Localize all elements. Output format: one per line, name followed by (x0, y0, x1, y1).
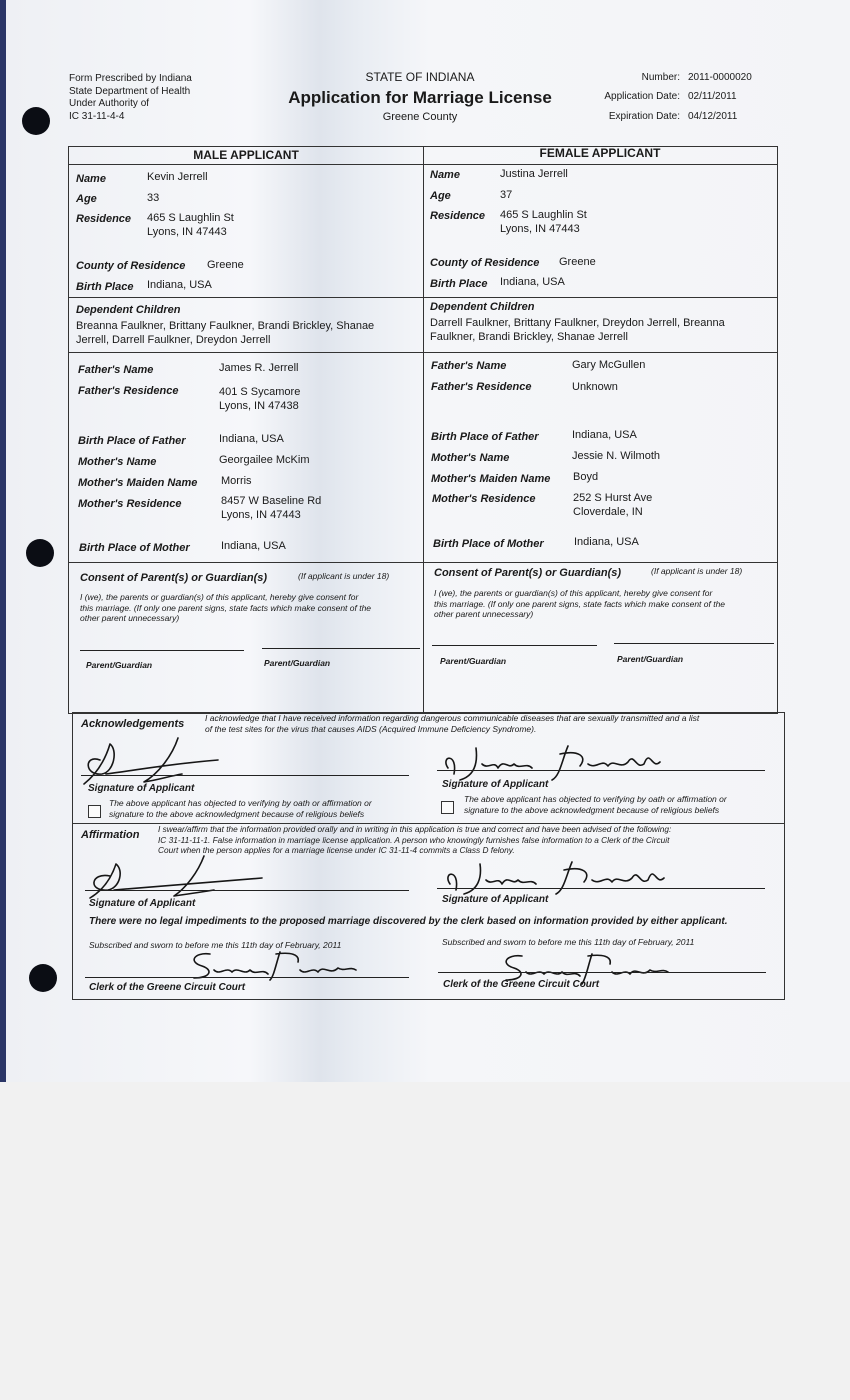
row-divider-3 (68, 562, 777, 563)
female-guardian-label-1: Parent/Guardian (440, 656, 507, 666)
female-mother-residence-label: Mother's Residence (432, 493, 536, 505)
female-mother-birth-label: Birth Place of Mother (433, 538, 544, 550)
female-father-birth-label: Birth Place of Father (431, 431, 539, 443)
female-mother-birth: Indiana, USA (574, 536, 639, 548)
male-acknowledgement-sig-label: Signature of Applicant (88, 783, 195, 794)
state-heading: STATE OF INDIANA (365, 70, 475, 84)
female-father-birth: Indiana, USA (572, 429, 637, 441)
male-mother-maiden-label: Mother's Maiden Name (78, 477, 198, 489)
male-objection-text: The above applicant has objected to verifying by oath or affirmation or signature to the above acknowledgment because of religious beliefs (109, 798, 372, 819)
male-mother-name: Georgailee McKim (219, 454, 310, 466)
female-father-residence-label: Father's Residence (431, 381, 532, 393)
female-objection-text: The above applicant has objected to verifying by oath or affirmation or signature to the above acknowledgment because of religious beliefs (464, 794, 727, 815)
male-children: Breanna Faulkner, Brittany Faulkner, Brandi Brickley, Shanae Jerrell, Darrell Faulkner, Dreydon Jerrell (76, 320, 375, 346)
female-sworn-text: Subscribed and sworn to before me this 11th day of February, 2011 (442, 937, 695, 947)
male-county: Greene (207, 259, 244, 271)
male-father-birth: Indiana, USA (219, 433, 284, 445)
female-mother-residence: 252 S Hurst Ave Cloverdale, IN (573, 492, 653, 518)
female-mother-name-label: Mother's Name (431, 452, 510, 464)
male-affirmation-sig-line[interactable] (85, 890, 409, 891)
row-divider-2 (68, 352, 777, 353)
female-county-label: County of Residence (430, 257, 540, 269)
female-guardian-label-2: Parent/Guardian (617, 654, 684, 664)
male-residence-label: Residence (76, 213, 132, 225)
male-mother-name-label: Mother's Name (78, 456, 157, 468)
female-children: Darrell Faulkner, Brittany Faulkner, Dreydon Jerrell, Breanna Faulkner, Brandi Brickley, Shanae Jerrell (430, 317, 725, 343)
male-guardian-label-2: Parent/Guardian (264, 658, 331, 668)
binder-hole-middle (26, 539, 54, 567)
female-consent-text: I (we), the parents or guardian(s) of this applicant, hereby give consent for this marriage. (If only one parent signs, state facts which make consent of the other parent unnecessary) (434, 588, 726, 619)
page-title: Application for Marriage License (288, 88, 552, 107)
male-affirmation-sig-label: Signature of Applicant (89, 898, 196, 909)
scan-edge (0, 0, 6, 1082)
expiration-date-label: Expiration Date: (608, 111, 680, 122)
male-county-label: County of Residence (76, 260, 186, 272)
row-divider-1 (68, 297, 777, 298)
male-birth-place: Indiana, USA (147, 279, 212, 291)
binder-hole-bottom (29, 964, 57, 992)
female-clerk-label: Clerk of the Greene Circuit Court (443, 979, 600, 990)
male-consent-note: (If applicant is under 18) (298, 571, 390, 581)
female-name-label: Name (430, 169, 460, 181)
male-age: 33 (147, 192, 160, 204)
male-mother-maiden: Morris (221, 475, 252, 487)
female-children-label: Dependent Children (430, 301, 535, 313)
female-age: 37 (500, 189, 513, 201)
affirmation-text: I swear/affirm that the information provided orally and in writing in this application is true and correct and have been advised of the following: IC 31-11-11-1. False information in marriage license application. A person who knowingly furnishes false information to a Clerk of the Circuit Court when the person applies for a marriage license under IC 31-11-4 commits a Class D felony. (158, 824, 672, 855)
county-heading: Greene County (382, 111, 458, 123)
female-father-name-label: Father's Name (431, 360, 507, 372)
male-children-label: Dependent Children (76, 304, 181, 316)
male-guardian-line-1[interactable] (80, 650, 244, 651)
male-residence: 465 S Laughlin St Lyons, IN 47443 (147, 212, 234, 238)
male-father-residence-label: Father's Residence (78, 385, 179, 397)
female-guardian-line-2[interactable] (614, 643, 774, 644)
female-consent-note: (If applicant is under 18) (651, 566, 743, 576)
female-county: Greene (559, 256, 596, 268)
male-consent-title: Consent of Parent(s) or Guardian(s) (80, 572, 268, 584)
female-age-label: Age (430, 190, 451, 202)
male-mother-birth-label: Birth Place of Mother (79, 542, 190, 554)
male-affirmation-signature (82, 852, 272, 902)
application-date-label: Application Date: (604, 91, 680, 102)
male-age-label: Age (76, 193, 97, 205)
acknowledgements-text: I acknowledge that I have received information regarding dangerous communicable diseases that are sexually transmitted and a list of the test sites for the virus that causes AIDS (Acquired Immune Deficiency Syndrome). (205, 713, 700, 734)
female-birth-place: Indiana, USA (500, 276, 565, 288)
female-residence: 465 S Laughlin St Lyons, IN 47443 (500, 209, 587, 235)
number-label: Number: (641, 72, 680, 83)
male-guardian-label-1: Parent/Guardian (86, 660, 153, 670)
affirmation-title: Affirmation (81, 829, 140, 841)
expiration-date: 04/12/2011 (688, 111, 738, 122)
acknowledgements-title: Acknowledgements (81, 718, 185, 730)
application-date: 02/11/2011 (688, 91, 737, 102)
female-consent-title: Consent of Parent(s) or Guardian(s) (434, 567, 622, 579)
impediments-statement: There were no legal impediments to the proposed marriage discovered by the clerk based on information provided by either applicant. (89, 916, 728, 927)
male-mother-residence-label: Mother's Residence (78, 498, 182, 510)
female-affirmation-signature (438, 858, 678, 898)
male-father-residence: 401 S Sycamore Lyons, IN 47438 (219, 386, 301, 412)
female-affirmation-sig-line[interactable] (437, 888, 765, 889)
male-acknowledgement-sig-line[interactable] (81, 775, 409, 776)
female-heading: FEMALE APPLICANT (539, 146, 661, 160)
female-affirmation-sig-label: Signature of Applicant (442, 894, 549, 905)
male-name: Kevin Jerrell (147, 171, 208, 183)
female-birth-label: Birth Place (430, 278, 488, 290)
female-name: Justina Jerrell (500, 168, 568, 180)
male-clerk-label: Clerk of the Greene Circuit Court (89, 982, 246, 993)
male-father-name-label: Father's Name (78, 364, 154, 376)
male-birth-label: Birth Place (76, 281, 134, 293)
male-father-name: James R. Jerrell (219, 362, 299, 374)
male-clerk-sig-line[interactable] (85, 977, 409, 978)
female-objection-checkbox[interactable] (441, 801, 454, 814)
male-father-birth-label: Birth Place of Father (78, 435, 186, 447)
female-mother-name: Jessie N. Wilmoth (572, 450, 661, 462)
male-consent-text: I (we), the parents or guardian(s) of this applicant, hereby give consent for this marriage. (If only one parent signs, state facts which make consent of the other parent unnecessary) (80, 592, 372, 623)
female-acknowledgement-sig-label: Signature of Applicant (442, 779, 549, 790)
female-guardian-line-1[interactable] (432, 645, 597, 646)
license-number: 2011-0000020 (688, 72, 752, 83)
female-clerk-sig-line[interactable] (438, 972, 766, 973)
male-guardian-line-2[interactable] (262, 648, 420, 649)
column-divider (423, 146, 424, 712)
male-acknowledgement-signature (78, 730, 228, 790)
male-mother-residence: 8457 W Baseline Rd Lyons, IN 47443 (221, 495, 322, 521)
binder-hole-top (22, 107, 50, 135)
female-residence-label: Residence (430, 210, 486, 222)
female-father-residence: Unknown (572, 381, 618, 393)
female-father-name: Gary McGullen (572, 359, 646, 371)
form-authority: Form Prescribed by Indiana State Department of Health Under Authority of IC 31-11-4-4 (69, 73, 192, 122)
male-mother-birth: Indiana, USA (221, 540, 286, 552)
male-name-label: Name (76, 173, 106, 185)
heading-divider (68, 164, 777, 165)
female-mother-maiden: Boyd (573, 471, 599, 483)
male-objection-checkbox[interactable] (88, 805, 101, 818)
male-heading: MALE APPLICANT (193, 148, 299, 162)
male-sworn-text: Subscribed and sworn to before me this 11th day of February, 2011 (89, 940, 342, 950)
female-mother-maiden-label: Mother's Maiden Name (431, 473, 551, 485)
female-acknowledgement-sig-line[interactable] (437, 770, 765, 771)
